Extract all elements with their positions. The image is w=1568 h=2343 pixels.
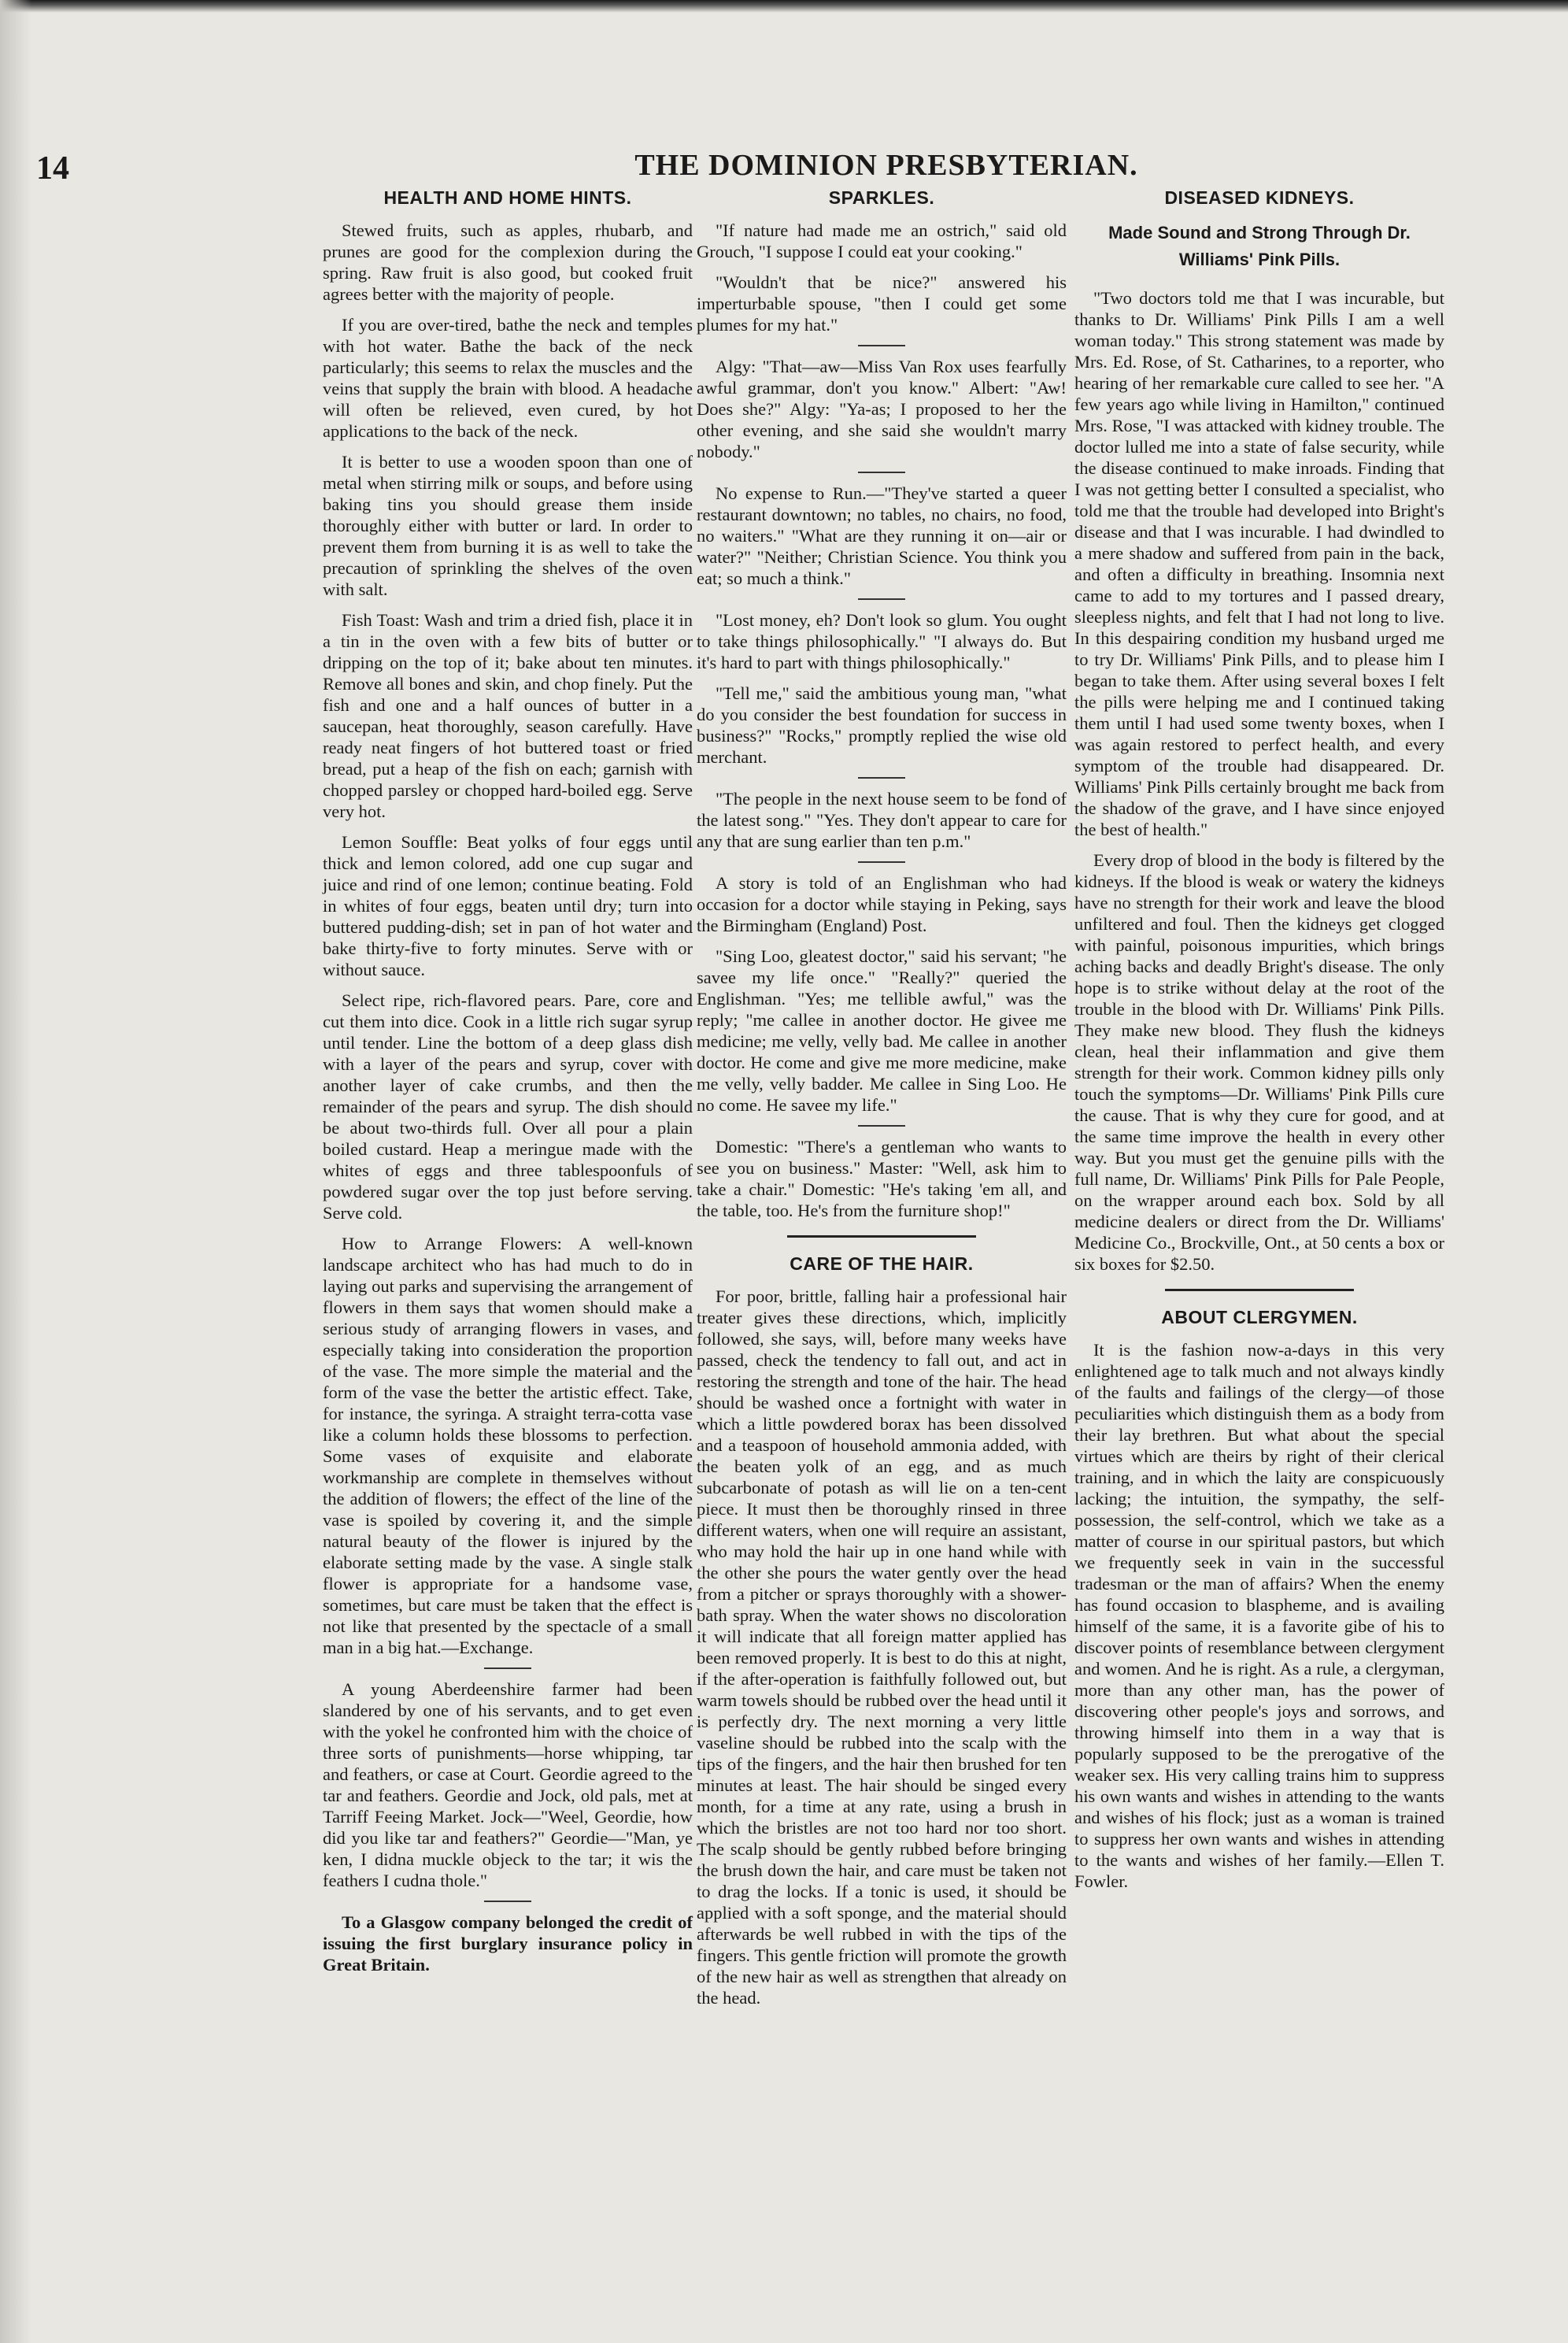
- article-paragraph: How to Arrange Flowers: A well-known landscape architect who has had much to do in laying out parks and supervising the arrangement of flowers in them says that women should make a serious study of arranging flowers in vases, and especially taking into consideration the proportion of the vase. The more simple the material and the form of the vase the better the artistic effect. Take, for instance, the syringa. A straight terra-cotta vase like a column holds these blossoms to perfection. Some vases of exquisite and elaborate workmanship are complete in themselves without the addition of flowers; the effect of the line of the vase is spoiled by covering it, and the simple natural beauty of the flower is injured by the elaborate setting made by the vase. A single stalk flower is appropriate for a handsome vase, sometimes, but care must be taken that the effect is not like that presented by the spectacle of a small man in a big hat.—Exchange.: [323, 1234, 693, 1657]
- column-right: [1074, 187, 1444, 1901]
- article-paragraph: "Two doctors told me that I was incurable, but thanks to Dr. Williams' Pink Pills I am a well woman today." This strong statement was made by Mrs. Ed. Rose, of St. Catharines, to a reporter, who hearing of her remarkable cure called to see her. "A few years ago while living in Hamilton," continued Mrs. Rose, "I was attacked with kidney trouble. The doctor lulled me into a state of false security, while the disease continued to make inroads. Finding that I was not getting better I consulted a specialist, who told me that the trouble had developed into Bright's disease and that I was incurable. I had dwindled to a mere shadow and suffered from pain in the back, and often a difficulty in breathing. Insomnia next came to add to my tortures and I passed dreary, sleepless nights, and felt that I had not long to live. In this despairing condition my husband urged me to try Dr. Williams' Pink Pills, and to please him I began to take them. After using several boxes I felt the pills were helping me and I continued taking them until I had used some twenty boxes, when I was again restored to perfect health, and every symptom of the trouble had disappeared. Dr. Williams' Pink Pills certainly brought me back from the shadow of the grave, and I have since enjoyed the best of health.": [1074, 288, 1444, 839]
- joke-paragraph: No expense to Run.—"They've started a queer restaurant downtown; no tables, no chairs, no food, no waiters." "What are they running it on—air or water?" "Neither; Christian Science. You think you eat; so much a think.": [697, 483, 1067, 588]
- section-divider: [484, 1667, 531, 1669]
- article-paragraph: Stewed fruits, such as apples, rhubarb, and prunes are good for the complexion during the spring. Raw fruit is also good, but cooked fruit agrees better with the majority of people.: [323, 220, 693, 304]
- article-paragraph: If you are over-tired, bathe the neck and temples with hot water. Bathe the back of the neck particularly; this seems to relax the muscles and the veins that supply the brain with blood. A headache will often be relieved, even cured, by hot applications to the back of the neck.: [323, 315, 693, 441]
- article-paragraph: It is the fashion now-a-days in this very enlightened age to talk much and not always kindly of the faults and failings of the clergy—of those peculiarities which distinguish them as a body from their lay brethren. But what about the special virtues which are theirs by right of their clerical training, and in which the laity are conspicuously lacking; the intuition, the sympathy, the self-possession, the self-control, which we take as a matter of course in our spiritual pastors, but which we frequently seek in vain in the successful tradesman or the man of affairs? When the enemy has found occasion to blaspheme, and is availing himself of the same, it is a favorite gibe of his to discover points of resemblance between clergyment and women. And he is right. As a rule, a clergyman, more than any other man, has the power of discovering other people's joys and sorrows, and throwing himself into them in a way that is popularly supposed to be the prerogative of the weaker sex. His very calling trains him to suppress his own wants and wishes in attending to the wants and wishes of his flock; just as a woman is trained to suppress her own wants and wishes in attending to the wants and wishes of her family.—Ellen T. Fowler.: [1074, 1340, 1444, 1891]
- burglary-insurance-notice: To a Glasgow company belonged the credit of issuing the first burglary insurance policy in Great Britain.: [323, 1912, 693, 1975]
- section-divider: [787, 1235, 976, 1238]
- article-paragraph: Every drop of blood in the body is filtered by the kidneys. If the blood is weak or watery the kidneys have no strength for their work and leave the blood unfiltered and foul. Then the kidneys get clogged with painful, poisonous impurities, which brings aching backs and deadly Bright's disease. The only hope is to strike without delay at the root of the trouble in the blood with Dr. Williams' Pink Pills. They make new blood. They flush the kidneys clean, heal their inflammation and give them strength for their work. Common kidney pills only touch the symptoms—Dr. Williams' Pink Pills cure the cause. That is why they cure for good, and at the same time improve the health in every other way. But you must get the genuine pills with the full name, Dr. Williams' Pink Pills for Pale People, on the wrapper around each box. Sold by all medicine dealers or direct from the Dr. Williams' Medicine Co., Brockville, Ont., at 50 cents a box or six boxes for $2.50.: [1074, 850, 1444, 1274]
- article-paragraph: It is better to use a wooden spoon than one of metal when stirring milk or soups, and before using baking tins you should grease them inside thoroughly either with butter or lard. In order to prevent them from burning it is as well to take the precaution of sprinkling the shelves of the oven with salt.: [323, 452, 693, 599]
- joke-paragraph: "Sing Loo, gleatest doctor," said his servant; "he savee my life once." "Really?" queried the Englishman. "Yes; me tellible awful," was the reply; "me callee in another doctor. He givee me medicine; me velly, velly bad. Me callee in another doctor. He come and give me more medicine, make me velly, velly badder. Me callee in Sing Loo. He no come. He savee my life.": [697, 946, 1067, 1115]
- article-paragraph: For poor, brittle, falling hair a professional hair treater gives these directions, which, implicitly followed, she says, will, before many weeks have passed, check the tendency to fall out, and act in restoring the strength and tone of the hair. The head should be washed once a fortnight with water in which a little powdered borax has been dissolved and a teaspoon of household ammonia added, with the beaten yolk of an egg, and as much subcarbonate of potash as will lie on a ten-cent piece. It must then be thoroughly rinsed in three different waters, when one will require an assistant, who may hold the hair up in one hand while with the other she pours the water gently over the head from a pitcher or sprays thoroughly with a shower-bath spray. When the water shows no discoloration it will indicate that all foreign matter applied has been removed properly. It is best to do this at night, if the after-operation is faithfully followed out, but warm towels should be rubbed over the head until it is perfectly dry. The next morning a very little vaseline should be rubbed into the scalp with the tips of the fingers, and the hair then brushed for ten minutes at least. The hair should be singed every month, for a time at any rate, using a brush in which the bristles are not too hard nor too short. The scalp should be gently rubbed before bringing the brush down the hair, and care must be taken not to drag the locks. If a tonic is used, it should be applied with a soft sponge, and the material should afterwards be well rubbed in with the tips of the fingers. This gentle friction will promote the growth of the new hair as well as strengthen that already on the head.: [697, 1286, 1067, 2008]
- sparkles-heading: SPARKLES.: [828, 187, 935, 208]
- pink-pills-subheading: Made Sound and Strong Through Dr. Williams' Pink Pills.: [1108, 223, 1411, 269]
- section-divider: [858, 777, 905, 779]
- joke-paragraph: A story is told of an Englishman who had occasion for a doctor while staying in Peking, says the Birmingham (England) Post.: [697, 873, 1067, 935]
- joke-paragraph: Algy: "That—aw—Miss Van Rox uses fearfully awful grammar, don't you know." Albert: "Aw! Does she?" Algy: "Ya-as; I proposed to her the other evening, and she said she wouldn't marry nobody.": [697, 357, 1067, 461]
- health-home-hints-heading: HEALTH AND HOME HINTS.: [383, 187, 632, 208]
- joke-paragraph: "Wouldn't that be nice?" answered his imperturbable spouse, "then I could get some plumes for my hat.": [697, 272, 1067, 335]
- section-divider: [1165, 1289, 1354, 1291]
- article-paragraph: Select ripe, rich-flavored pears. Pare, core and cut them into dice. Cook in a little rich sugar syrup until tender. Line the bottom of a deep glass dish with a layer of the pears and syrup, cover with another layer of cake crumbs, and then the remainder of the pears and syrup. The dish should be about two-thirds full. Over all pour a plain boiled custard. Heap a meringue made with the whites of eggs and three tablespoonfuls of powdered sugar over the top just before serving. Serve cold.: [323, 990, 693, 1223]
- joke-paragraph: Domestic: "There's a gentleman who wants to see you on business." Master: "Well, ask him to take a chair." Domestic: "He's taking 'em all, and the table, too. He's from the furniture shop!": [697, 1137, 1067, 1220]
- section-divider: [858, 861, 905, 863]
- section-divider: [858, 345, 905, 346]
- joke-paragraph: "Lost money, eh? Don't look so glum. You ought to take things philosophically." "I always do. But it's hard to part with things philosophically.": [697, 610, 1067, 672]
- article-paragraph: Fish Toast: Wash and trim a dried fish, place it in a tin in the oven with a few bits of butter or dripping on the top of it; bake about ten minutes. Remove all bones and skin, and chop finely. Put the fish and one and a half ounces of butter in a saucepan, heat thoroughly, season carefully. Have ready neat fingers of hot buttered toast or fried bread, put a heap of the fish on each; garnish with chopped parsley or chopped hard-boiled egg. Serve very hot.: [323, 610, 693, 821]
- care-of-hair-heading: CARE OF THE HAIR.: [790, 1253, 974, 1274]
- section-divider: [484, 1901, 531, 1902]
- section-divider: [858, 598, 905, 600]
- about-clergymen-heading: ABOUT CLERGYMEN.: [1161, 1307, 1358, 1327]
- article-paragraph: A young Aberdeenshire farmer had been slandered by one of his servants, and to get even with the yokel he confronted him with the choice of three sorts of punishments—horse whipping, tar and feathers, or case at Court. Geordie agreed to the tar and feathers. Geordie and Jock, old pals, met at Tarriff Feeing Market. Jock—"Weel, Geordie, how did you like tar and feathers?" Geordie—"Man, ye ken, I didna muckle objeck to the tar; it wis the feathers I cudna thole.": [323, 1679, 693, 1890]
- joke-paragraph: "The people in the next house seem to be fond of the latest song." "Yes. They don't appear to care for any that are sung earlier than ten p.m.": [697, 789, 1067, 851]
- scan-border-top: [0, 0, 1568, 13]
- section-divider: [858, 1125, 905, 1127]
- section-divider: [858, 472, 905, 473]
- page-number: 14: [36, 150, 69, 187]
- article-paragraph: Lemon Souffle: Beat yolks of four eggs until thick and lemon colored, add one cup sugar and juice and rind of one lemon; continue beating. Fold in whites of four eggs, beaten until dry; turn into buttered pudding-dish; set in pan of hot water and bake thirty-five to forty minutes. Serve with or without sauce.: [323, 832, 693, 979]
- joke-paragraph: "Tell me," said the ambitious young man, "what do you consider the best foundation for success in business?" "Rocks," promptly replied the wise old merchant.: [697, 683, 1067, 767]
- column-middle: [697, 187, 1067, 2018]
- scan-border-left: [0, 0, 31, 2343]
- column-left: [323, 187, 693, 1985]
- joke-paragraph: "If nature had made me an ostrich," said old Grouch, "I suppose I could eat your cooking.": [697, 220, 1067, 261]
- publication-title: THE DOMINION PRESBYTERIAN.: [634, 149, 1138, 182]
- diseased-kidneys-heading: DISEASED KIDNEYS.: [1164, 187, 1355, 208]
